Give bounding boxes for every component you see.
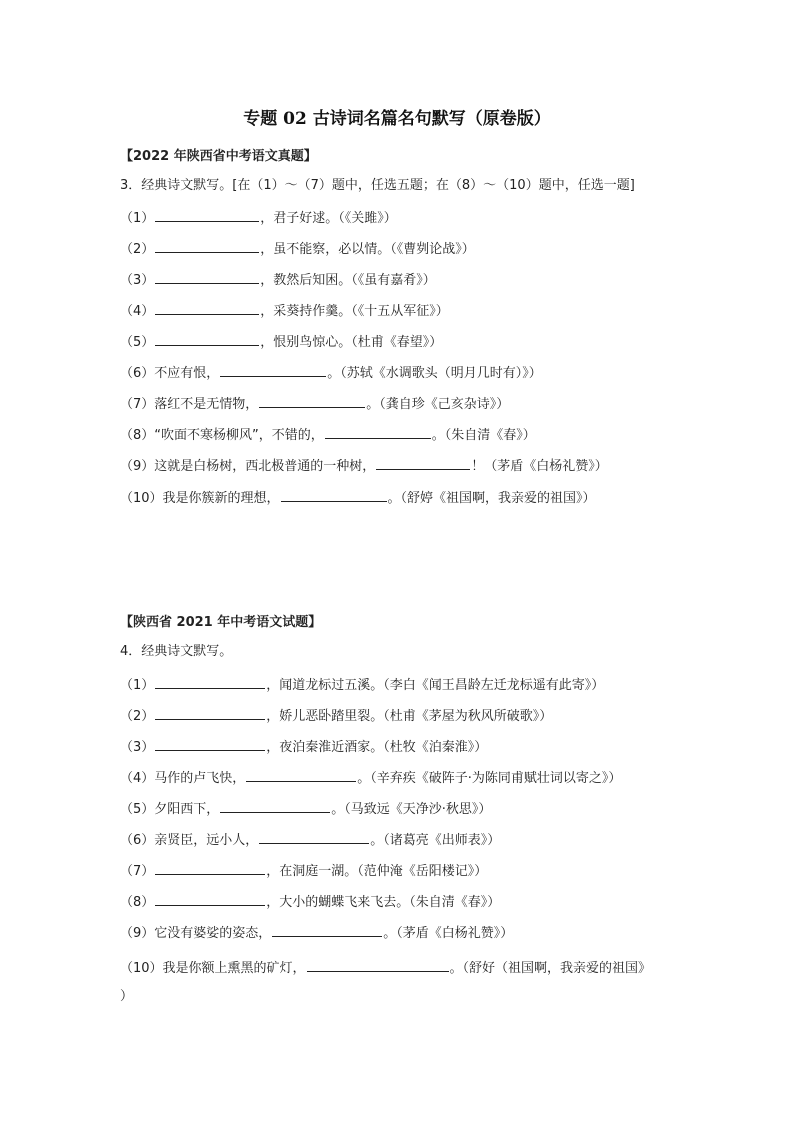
item-text-pre: （7）落红不是无情物，	[120, 397, 259, 412]
q4-item-1	[120, 674, 604, 695]
item-text-pre: （4）马作的卢飞快，	[120, 771, 246, 786]
item-text-post: ，采葵持作羹。（《十五从军征》）	[260, 304, 449, 319]
q4-item-5	[120, 798, 491, 819]
item-text-pre: （8）“吹面不寒杨柳风”，不错的，	[120, 428, 324, 443]
answer-blank[interactable]	[307, 957, 449, 972]
section-header-2021: 【陕西省 2021 年中考语文试题】	[120, 615, 322, 630]
q3-item-7	[120, 393, 509, 414]
q4-item-10	[120, 957, 651, 978]
answer-blank[interactable]	[220, 362, 326, 377]
q4-item-2	[120, 705, 552, 726]
item-text-pre: （9）这就是白杨树，西北极普通的一种树，	[120, 459, 376, 474]
section-header-2022: 【2022 年陕西省中考语文真题】	[120, 149, 317, 164]
item-text-pre: （1）	[120, 211, 155, 226]
q3-item-2	[120, 238, 475, 259]
q3-item-4	[120, 300, 449, 321]
item-text-post: ，闻道龙标过五溪。（李白《闻王昌龄左迁龙标遥有此寄》）	[266, 678, 605, 693]
item-text-pre: （5）夕阳西下，	[120, 802, 220, 817]
answer-blank[interactable]	[155, 736, 265, 751]
item-text-post: ，教然后知困。（《虽有嘉肴》）	[260, 273, 436, 288]
item-text-post: ，夜泊秦淮近酒家。（杜牧《泊秦淮》）	[266, 740, 488, 755]
item-text-post: 。（马致远《天净沙·秋思》）	[331, 802, 492, 817]
item-text-pre: （5）	[120, 335, 155, 350]
item-text-wrap: ）	[120, 989, 134, 1004]
q4-item-9	[120, 922, 513, 943]
q3-item-3	[120, 269, 436, 290]
item-text-pre: （7）	[120, 864, 155, 879]
item-text-pre: （3）	[120, 740, 155, 755]
item-text-post: 。（诸葛亮《出师表》）	[370, 833, 501, 848]
q3-item-6	[120, 362, 542, 383]
question-4-prompt: 4．经典诗文默写。	[120, 644, 233, 659]
answer-blank[interactable]	[246, 767, 356, 782]
answer-blank[interactable]	[155, 238, 259, 253]
item-text-pre: （4）	[120, 304, 155, 319]
page-title: 专题 02 古诗词名篇名句默写（原卷版）	[243, 109, 551, 129]
answer-blank[interactable]	[325, 424, 431, 439]
q3-item-10	[120, 487, 596, 508]
q4-item-8	[120, 891, 500, 912]
item-text-pre: （3）	[120, 273, 155, 288]
item-text-post: 。（苏轼《水调歌头（明月几时有）》）	[327, 366, 542, 381]
answer-blank[interactable]	[376, 455, 470, 470]
q4-item-4	[120, 767, 621, 788]
q3-item-1	[120, 207, 397, 228]
item-text-post: ，恨别鸟惊心。（杜甫《春望》）	[260, 335, 443, 350]
answer-blank[interactable]	[220, 798, 330, 813]
answer-blank[interactable]	[259, 829, 369, 844]
item-text-post: ，娇儿恶卧踏里裂。（杜甫《茅屋为秋风所破歌》）	[266, 709, 553, 724]
item-text-post: ，大小的蝴蝶飞来飞去。（朱自清《春》）	[266, 895, 501, 910]
item-text-pre: （10）我是你簇新的理想，	[120, 491, 280, 506]
q3-item-5	[120, 331, 442, 352]
answer-blank[interactable]	[155, 860, 265, 875]
q3-item-9	[120, 455, 608, 476]
item-text-pre: （10）我是你额上熏黑的矿灯，	[120, 961, 306, 976]
item-text-post: ，在洞庭一湖。（范仲淹《岳阳楼记》）	[266, 864, 488, 879]
item-text-post: ，虽不能察，必以情。（《曹刿论战》）	[260, 242, 475, 257]
q4-item-10-wrap	[120, 988, 133, 1006]
answer-blank[interactable]	[155, 705, 265, 720]
item-text-post: 。（龚自珍《己亥杂诗》）	[366, 397, 510, 412]
item-text-pre: （1）	[120, 678, 155, 693]
item-text-post: ，君子好逑。（《关雎》）	[260, 211, 397, 226]
answer-blank[interactable]	[155, 674, 265, 689]
question-3-prompt: 3．经典诗文默写。[在（1）～（7）题中，任选五题；在（8）～（10）题中，任选一题]	[120, 178, 635, 193]
item-text-pre: （9）它没有婆娑的姿态，	[120, 926, 272, 941]
item-text-pre: （6）亲贤臣，远小人，	[120, 833, 259, 848]
item-text-post: 。（舒好（祖国啊，我亲爱的祖国》	[449, 961, 652, 976]
q3-item-8	[120, 424, 536, 445]
answer-blank[interactable]	[155, 891, 265, 906]
q4-item-7	[120, 860, 487, 881]
item-text-post: 。（朱自清《春》）	[431, 428, 536, 443]
answer-blank[interactable]	[259, 393, 365, 408]
item-text-pre: （2）	[120, 709, 155, 724]
item-text-post: 。（辛弃疾《破阵子·为陈同甫赋壮词以寄之》）	[357, 771, 622, 786]
item-text-post: 。（舒婷《祖国啊，我亲爱的祖国》）	[387, 491, 596, 506]
answer-blank[interactable]	[155, 269, 259, 284]
item-text-pre: （2）	[120, 242, 155, 257]
q4-item-6	[120, 829, 500, 850]
item-text-pre: （8）	[120, 895, 155, 910]
answer-blank[interactable]	[155, 331, 259, 346]
answer-blank[interactable]	[281, 487, 387, 502]
answer-blank[interactable]	[272, 922, 382, 937]
item-text-post: 。（茅盾《白杨礼赞》）	[383, 926, 514, 941]
answer-blank[interactable]	[155, 300, 259, 315]
answer-blank[interactable]	[155, 207, 259, 222]
item-text-pre: （6）不应有恨，	[120, 366, 220, 381]
q4-item-3	[120, 736, 487, 757]
item-text-post: ！（茅盾《白杨礼赞》）	[471, 459, 608, 474]
